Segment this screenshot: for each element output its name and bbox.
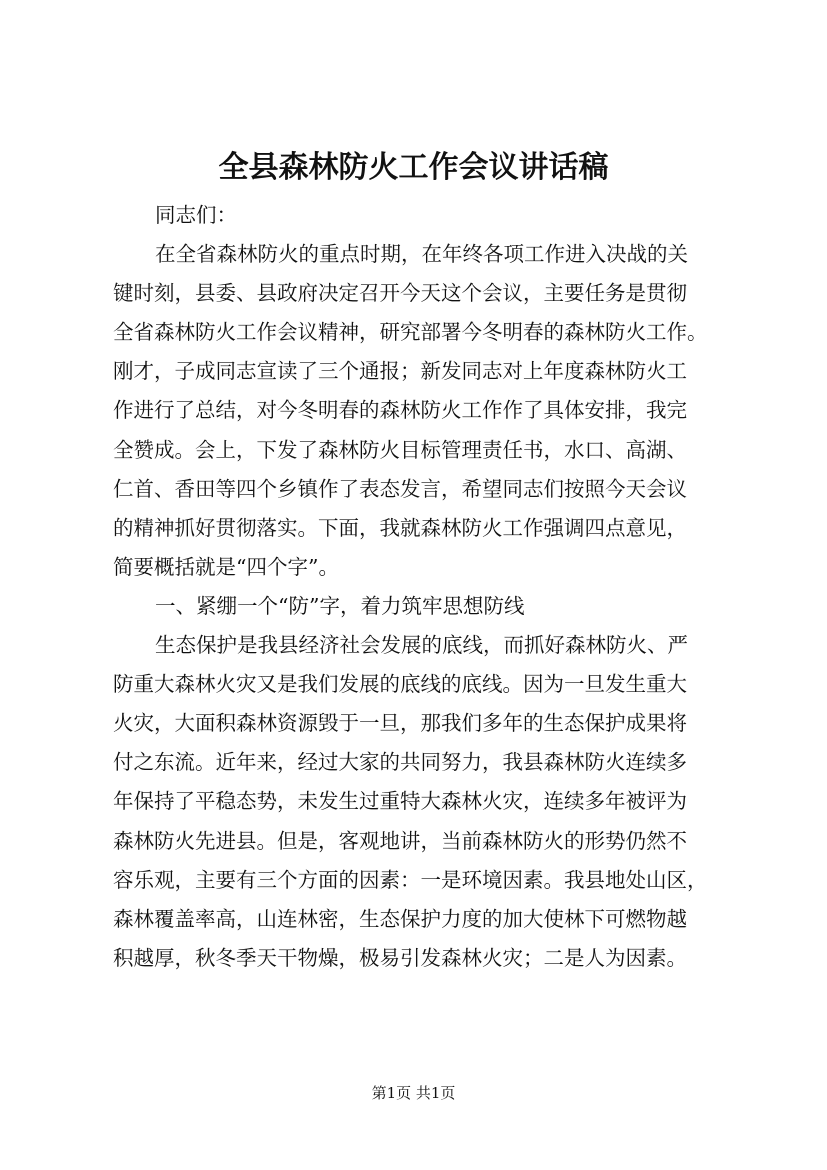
text-line: 年保持了平稳态势，未发生过重特大森林火灾，连续多年被评为 [113,789,687,814]
text-line: 生态保护是我县经济社会发展的底线，而抓好森林防火、严 [155,633,688,658]
text-line: 火灾，大面积森林资源毁于一旦，那我们多年的生态保护成果将 [113,711,687,736]
text-line: 全省森林防火工作会议精神，研究部署今冬明春的森林防火工作。 [113,320,708,345]
text-line: 简要概括就是“四个字”。 [113,554,339,579]
section-heading: 一、紧绷一个“防”字，着力筑牢思想防线 [155,593,525,618]
text-line: 刚才，子成同志宣读了三个通报；新发同志对上年度森林防火工 [113,359,687,384]
text-line: 仁首、香田等四个乡镇作了表态发言，希望同志们按照今天会议 [113,476,687,501]
text-line: 全赞成。会上，下发了森林防火目标管理责任书，水口、高湖、 [113,437,687,462]
salutation-line: 同志们： [155,203,237,227]
text-line: 森林防火先进县。但是，客观地讲，当前森林防火的形势仍然不 [113,828,687,853]
text-line: 作进行了总结，对今冬明春的森林防火工作作了具体安排，我完 [113,398,687,423]
text-line: 积越厚，秋冬季天干物燥，极易引发森林火灾；二是人为因素。 [113,945,687,970]
text-line: 森林覆盖率高，山连林密，生态保护力度的加大使林下可燃物越 [113,906,687,931]
document-body [113,196,743,978]
text-line: 在全省森林防火的重点时期，在年终各项工作进入决战的关 [155,242,688,267]
page-number-footer: 第1页 共1页 [371,1084,456,1102]
text-line: 容乐观，主要有三个方面的因素：一是环境因素。我县地处山区， [113,867,708,892]
document-title: 全县森林防火工作会议讲话稿 [218,150,609,185]
text-line: 的精神抓好贯彻落实。下面，我就森林防火工作强调四点意见， [113,515,687,540]
text-line: 防重大森林火灾又是我们发展的底线的底线。因为一旦发生重大 [113,672,687,697]
text-line: 键时刻，县委、县政府决定召开今天这个会议，主要任务是贯彻 [113,281,687,306]
text-line: 付之东流。近年来，经过大家的共同努力，我县森林防火连续多 [113,750,687,775]
